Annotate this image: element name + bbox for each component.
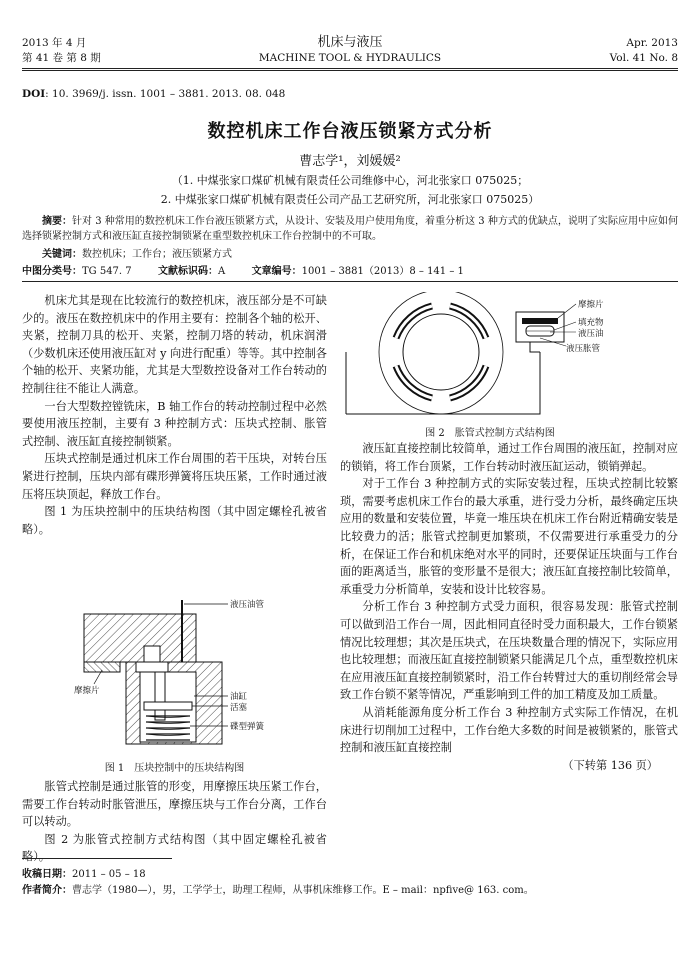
left-column-top [22, 292, 327, 538]
doc-value: A [218, 266, 226, 277]
doi-value: : 10. 3969/j. issn. 1001 – 3881. 2013. 08. 048 [45, 88, 286, 100]
paragraph: 图 2 为胀管式控制方式结构图（其中固定螺栓孔被省略）。 [22, 832, 327, 864]
left-column-bottom [22, 778, 327, 866]
paper-title: 数控机床工作台液压锁紧方式分析 [207, 121, 493, 142]
paragraph: 一台大型数控镗铣床，B 轴工作台的转动控制过程中必然要使用液压控制，主要有 3 种控制方式：压块式控制、胀管式控制、液压缸直接控制锁紧。 [22, 399, 327, 448]
header-volume-line: 第 41 卷 第 8 期 [22, 52, 101, 64]
paragraph: 压块式控制是通过机床工作台周围的若干压块，对转台压紧进行控制，压块内部有碟形弹簧将压块压紧，工作时通过液压将压块顶起，释放工作台。 [22, 452, 327, 501]
clc-value: TG 547. 7 [82, 266, 132, 277]
fig2-label-friction: 摩擦片 [578, 300, 604, 310]
header-rule [22, 68, 678, 69]
header-rule-2 [22, 70, 678, 71]
article-value: 1001 – 3881（2013）8 – 141 – 1 [301, 266, 464, 277]
figure-1-drawing [22, 598, 327, 748]
abstract [22, 214, 678, 244]
paragraph: 图 1 为压块控制中的压块结构图（其中固定螺栓孔被省略）。 [22, 505, 327, 536]
received-date [22, 867, 678, 883]
author-bio-label: 作者简介： [22, 885, 72, 896]
right-column [340, 440, 678, 774]
header-issue [610, 36, 678, 66]
header-issue-vol: Vol. 41 No. 8 [609, 52, 678, 64]
doi-line [22, 88, 285, 100]
paragraph: 从消耗能源角度分析工作台 3 种控制方式实际工作情况，在机床进行切削加工过程中，工作台绝大多数的时间是被锁紧的，胀管式控制和液压缸直接控制 [340, 705, 678, 755]
fig2-label-oil: 液压油 [578, 329, 604, 339]
keywords-text: 数控机床；工作台；液压锁紧方式 [82, 249, 232, 260]
abstract-label: 摘要： [42, 216, 73, 227]
fig1-label-piston: 活塞 [230, 703, 248, 713]
doc-label: 文献标识码： [158, 266, 219, 277]
abstract-text: 针对 3 种常用的数控机床工作台液压锁紧方式，从设计、安装及用户使用角度，着重分析这 3 种方式的优缺点，说明了实际应用中应如何选择锁紧控制方式和液压缸直接控制锁紧在重型数控机床工作台控制中的不可取。 [22, 216, 678, 242]
header-issue-date: Apr. 2013 [626, 37, 678, 49]
doi-label: DOI [22, 88, 46, 100]
affiliation-1: （1. 中煤张家口煤矿机械有限责任公司维修中心，河北张家口 075025； [171, 174, 529, 187]
author-bio [22, 883, 678, 899]
fig1-label-friction: 摩擦片 [74, 686, 100, 696]
clc-label: 中图分类号： [22, 266, 82, 277]
figure-2-drawing [340, 292, 640, 422]
figure-1 [22, 598, 327, 748]
paragraph: 分析工作台 3 种控制方式受力面积，很容易发现：胀管式控制可以做到沿工作台一周，因此相同直径时受力面积最大，工作台锁紧情况比较理想；其次是压块式，在压块数量合理的情况下，实际应用也比较理想；而液压缸直接控制锁紧只能满足几个点，重型数控机床在应用液压缸直接控制锁紧时，沿工作台转臂过大的重切削经常会导致工作台锁不紧等情况，严重影响到工件的加工精度及加工质量。 [340, 600, 678, 702]
fig1-label-oil-pipe: 液压油管 [230, 600, 265, 610]
footnote [22, 867, 678, 899]
header-date-line: 2013 年 4 月 [22, 37, 87, 49]
fig1-label-cylinder: 油缸 [230, 692, 248, 702]
continued-note: （下转第 136 页） [562, 758, 658, 772]
figure-1-caption: 图 1 压块控制中的压块结构图 [104, 763, 245, 774]
affiliations [0, 171, 700, 209]
header-date [22, 36, 101, 66]
author-bio-value: 曹志学（1980—），男，工学学士，助理工程师，从事机床维修工作。E – mail：npfive@ 163. com。 [72, 885, 534, 896]
journal-name-en: MACHINE TOOL & HYDRAULICS [258, 52, 442, 64]
article-label: 文章编号： [251, 266, 302, 277]
paragraph: 胀管式控制是通过胀管的形变，用摩擦压块压紧工作台，需要工作台转动时胀管泄压，摩擦压块与工作台分离，工作台可以转动。 [22, 780, 327, 829]
authors: 曹志学¹，刘媛媛² [299, 154, 401, 169]
footnote-rule [22, 858, 172, 859]
paragraph: 液压缸直接控制比较简单，通过工作台周围的液压缸，控制对应的锁销，将工作台顶紧，工作台转动时液压缸运动，锁销弹起。 [340, 442, 678, 473]
keywords-label: 关键词： [42, 249, 82, 260]
keywords [22, 245, 678, 260]
paragraph: 对于工作台 3 种控制方式的实际安装过程，压块式控制比较繁琐，需要考虑机床工作台的最大承重，进行受力分析，最终确定压块应用的数量和安装位置，毕竟一堆压块在机床工作台附近精确安装是比较费力的活；胀管式控制更加繁琐，不仅需要进行承重受力的分析，在保证工作台和机床绝对水平的同时，还要保证压块面与工作台面的距离适当，胀管的变形量不是很大；液压缸直接控制比较简单，承重受力分析简单，安装和设计比较容易。 [340, 477, 678, 596]
figure-2-caption: 图 2 胀管式控制方式结构图 [425, 428, 555, 439]
paragraph: 机床尤其是现在比较流行的数控机床，液压部分是不可缺少的。液压在数控机床中的作用主要有：控制各个轴的松开、夹紧，控制刀具的松开、夹紧，控制刀塔的转动，机床润滑（少数机床还使用液压缸对 y 向进行配重）等等。其中控制各个轴的松开、夹紧功能，尤其是大型数控设备对工作台转动的控制往往不能让人满意。 [22, 294, 327, 395]
journal-name [200, 34, 500, 66]
abstract-rule [22, 281, 678, 282]
affiliation-2: 2. 中煤张家口煤矿机械有限责任公司产品工艺研究所，河北张家口 075025） [160, 193, 540, 206]
received-value: 2011 – 05 – 18 [72, 869, 146, 880]
fig1-label-spring: 碟型弹簧 [230, 722, 265, 732]
fig2-label-filler: 填充物 [578, 318, 604, 328]
classification [22, 262, 678, 277]
figure-2 [340, 292, 640, 422]
journal-name-cn: 机床与液压 [317, 35, 383, 50]
fig2-label-tube: 液压胀管 [566, 344, 601, 354]
received-label: 收稿日期： [22, 869, 72, 880]
